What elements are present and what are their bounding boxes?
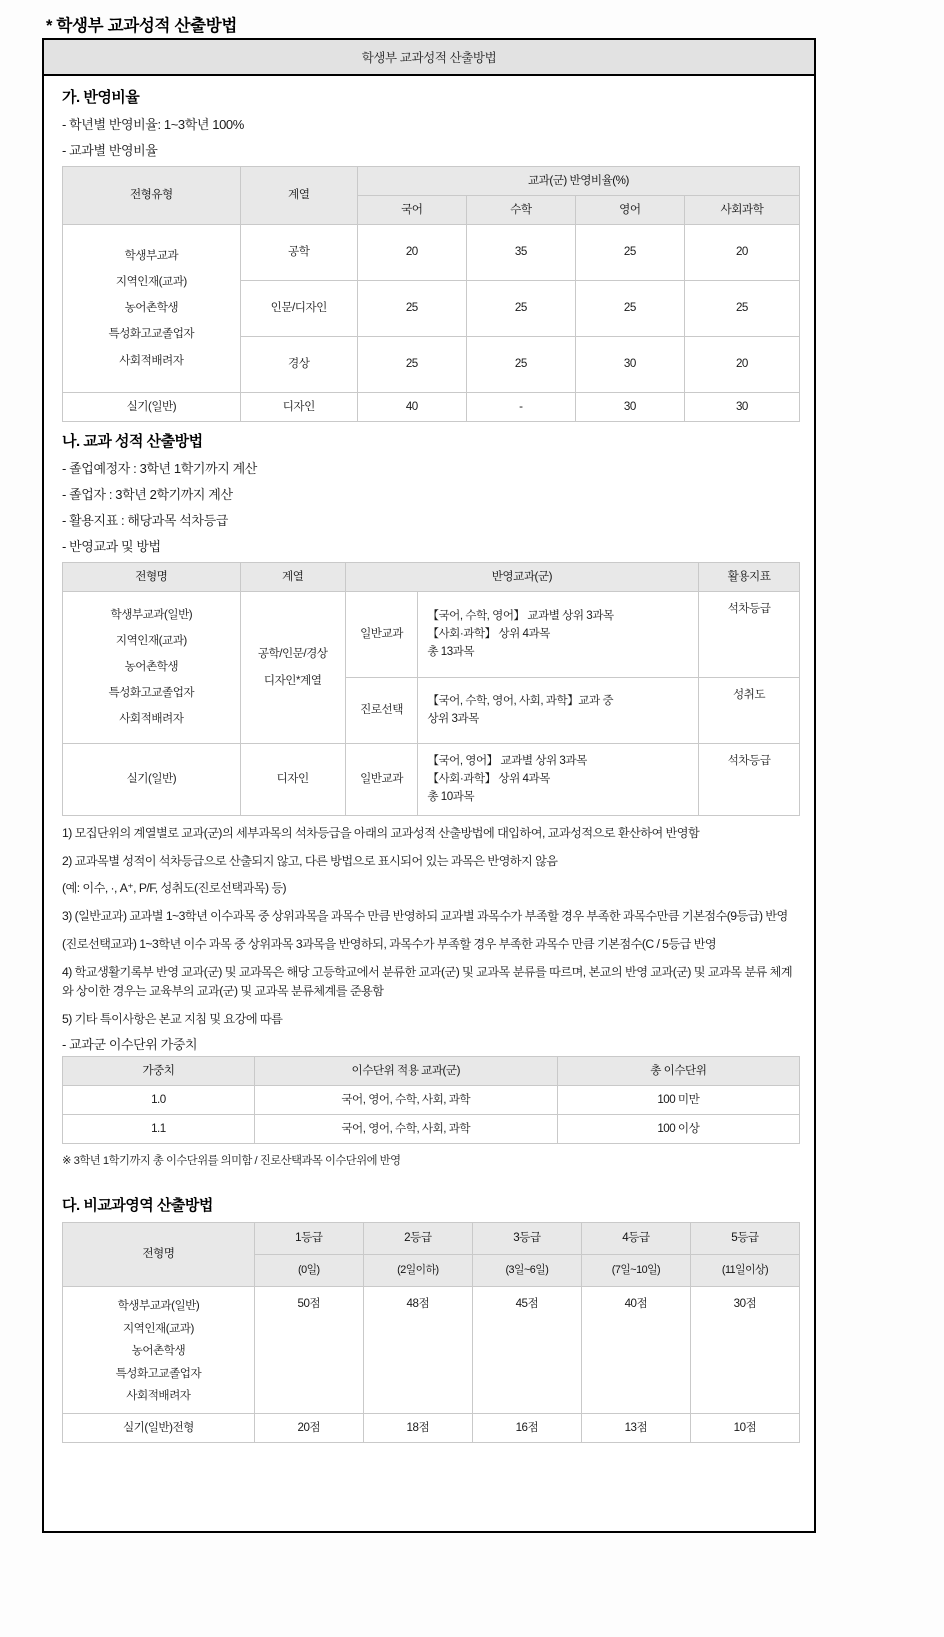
detail-line-0: 【국어, 영어】 교과별 상위 3과목 (427, 754, 587, 768)
track-humanities-design: 인문/디자인 (240, 280, 357, 336)
value-math: 35 (466, 224, 575, 280)
table-row (63, 743, 800, 815)
value-socialscience: 30 (684, 392, 799, 421)
value-math: - (466, 392, 575, 421)
score-grade-3: 16점 (472, 1413, 581, 1442)
value-english: 25 (575, 280, 684, 336)
header-grade-2-days: (2일이하) (363, 1254, 472, 1286)
header-subject-math: 수학 (466, 195, 575, 224)
section-b-note-3: 3) (일반교과) 교과별 1~3학년 이수과목 중 상위과목을 과목수 만큼 반영하되 교과별 과목수가 부족할 경우 부족한 과목수만큼 기본점수(9등급) 반영 (62, 909, 788, 924)
admission-name-1: 지역인재(교과) (122, 1321, 194, 1335)
value-english: 30 (575, 336, 684, 392)
table-row (63, 591, 800, 677)
weight-bullet: - 교과군 이수단위 가중치 (62, 1037, 198, 1052)
detail-career-elective (418, 677, 699, 743)
section-b-note-4: (진로선택교과) 1~3학년 이수 과목 중 상위과목 3과목을 반영하되, 과목수가 부족할 경우 부족한 과목수 만큼 기본점수(C / 5등급 반영 (62, 936, 717, 951)
header-subject-group: 교과(군) 반영비율(%) (357, 167, 799, 196)
table-header-row (63, 167, 800, 196)
indicator-general: 석차등급 (699, 591, 800, 677)
header-subject-korean: 국어 (357, 195, 466, 224)
admission-name-2: 농어촌학생 (131, 1344, 186, 1358)
track-design: 디자인 (240, 743, 345, 815)
admission-name-practical: 실기(일반)전형 (63, 1413, 255, 1442)
value-socialscience: 20 (684, 224, 799, 280)
weight-value: 1.0 (63, 1085, 255, 1114)
applied-subjects: 국어, 영어, 수학, 사회, 과학 (254, 1085, 557, 1114)
table-row (63, 1114, 800, 1143)
score-grade-5: 30점 (690, 1286, 799, 1413)
value-math: 25 (466, 336, 575, 392)
section-b-note-0: 1) 모집단위의 계열별로 교과(군)의 세부과목의 석차등급을 아래의 교과성적 산출방법에 대입하여, 교과성적으로 환산하여 반영함 (62, 825, 700, 840)
score-grade-2: 18점 (363, 1413, 472, 1442)
score-grade-2: 48점 (363, 1286, 472, 1413)
section-b-bullet-2: - 활용지표 : 해당과목 석차등급 (62, 512, 228, 528)
header-indicator: 활용지표 (699, 562, 800, 591)
non-subject-area-table (62, 1222, 800, 1443)
header-grade-5: 5등급 (690, 1222, 799, 1254)
document-body (44, 76, 814, 1461)
score-grade-1: 50점 (254, 1286, 363, 1413)
document-frame (42, 38, 816, 1533)
header-total-credits: 총 이수단위 (557, 1057, 799, 1086)
detail-line-1: 【사회·과학】 상위 4과목 (427, 627, 550, 641)
detail-line-1: 상위 3과목 (427, 712, 479, 726)
indicator-general: 석차등급 (699, 743, 800, 815)
admission-name-practical: 실기(일반) (63, 743, 241, 815)
table-row (63, 224, 800, 280)
table-header-row (63, 562, 800, 591)
section-c-title: 다. 비교과영역 산출방법 (62, 1196, 213, 1214)
section-a-bullet-1: - 교과별 반영비율 (62, 143, 158, 158)
value-math: 25 (466, 280, 575, 336)
section-b-note-6: 5) 기타 특이사항은 본교 지침 및 요강에 따름 (62, 1012, 283, 1027)
track-business: 경상 (240, 336, 357, 392)
header-track: 계열 (240, 167, 357, 225)
reflection-ratio-table (62, 166, 800, 422)
admission-type-2: 농어촌학생 (124, 301, 179, 315)
category-general: 일반교과 (345, 743, 418, 815)
value-korean: 20 (357, 224, 466, 280)
track-group (240, 591, 345, 743)
detail-line-0: 【국어, 수학, 영어】 교과별 상위 3과목 (427, 609, 614, 623)
section-b-bullet-1: - 졸업자 : 3학년 2학기까지 계산 (62, 486, 233, 502)
admission-name-0: 학생부교과(일반) (110, 608, 193, 622)
header-grade-3-days: (3일~6일) (472, 1254, 581, 1286)
detail-general (418, 743, 699, 815)
header-grade-3: 3등급 (472, 1222, 581, 1254)
applied-subjects: 국어, 영어, 수학, 사회, 과학 (254, 1114, 557, 1143)
section-b-note-1: 2) 교과목별 성적이 석차등급으로 산출되지 않고, 다른 방법으로 표시되어 있는 과목은 반영하지 않음 (62, 853, 558, 868)
score-grade-4: 13점 (581, 1413, 690, 1442)
table-header-row (63, 1222, 800, 1254)
credit-weight-table (62, 1056, 800, 1144)
header-track: 계열 (240, 562, 345, 591)
header-admission-name: 전형명 (63, 1222, 255, 1286)
header-subject-english: 영어 (575, 195, 684, 224)
admission-type-3: 특성화고교졸업자 (108, 327, 195, 341)
admission-names-group (63, 1286, 255, 1413)
score-grade-1: 20점 (254, 1413, 363, 1442)
section-b-note-2: (예: 이수, ·, A⁺, P/F, 성취도(진로선택과목) 등) (62, 881, 287, 896)
value-korean: 25 (357, 336, 466, 392)
detail-general (418, 591, 699, 677)
track-engineering: 공학 (240, 224, 357, 280)
score-grade-5: 10점 (690, 1413, 799, 1442)
value-socialscience: 20 (684, 336, 799, 392)
header-reflected-subjects: 반영교과(군) (345, 562, 698, 591)
header-grade-1-days: (0일) (254, 1254, 363, 1286)
weight-footnote: ※ 3학년 1학기까지 총 이수단위를 의미함 / 진로산택과목 이수단위에 반영 (62, 1154, 401, 1167)
admission-name-2: 농어촌학생 (124, 660, 179, 674)
admission-type-4: 사회적배려자 (119, 353, 184, 367)
total-credits: 100 미만 (557, 1085, 799, 1114)
section-a-bullet-0: - 학년별 반영비율: 1~3학년 100% (62, 117, 244, 132)
score-grade-4: 40점 (581, 1286, 690, 1413)
section-a-title: 가. 반영비율 (62, 89, 140, 106)
score-grade-3: 45점 (472, 1286, 581, 1413)
category-general: 일반교과 (345, 591, 418, 677)
detail-line-0: 【국어, 수학, 영어, 사회, 과학】교과 중 (427, 694, 614, 708)
track-line-0: 공학/인문/경상 (257, 646, 328, 660)
table-header-row (63, 1057, 800, 1086)
header-grade-4-days: (7일~10일) (581, 1254, 690, 1286)
value-english: 25 (575, 224, 684, 280)
total-credits: 100 이상 (557, 1114, 799, 1143)
section-b-bullet-3: - 반영교과 및 방법 (62, 538, 161, 554)
header-grade-5-days: (11일이상) (690, 1254, 799, 1286)
section-b-title: 나. 교과 성적 산출방법 (62, 432, 203, 450)
admission-name-3: 특성화고교졸업자 (115, 1366, 202, 1380)
indicator-career-elective: 성취도 (699, 677, 800, 743)
detail-line-2: 총 10과목 (427, 790, 475, 804)
header-admission-name: 전형명 (63, 562, 241, 591)
value-english: 30 (575, 392, 684, 421)
header-weight: 가중치 (63, 1057, 255, 1086)
weight-value: 1.1 (63, 1114, 255, 1143)
value-korean: 25 (357, 280, 466, 336)
value-korean: 40 (357, 392, 466, 421)
category-career-elective: 진로선택 (345, 677, 418, 743)
banner-title: 학생부 교과성적 산출방법 (44, 40, 814, 76)
header-applied-subjects: 이수단위 적용 교과(군) (254, 1057, 557, 1086)
header-grade-4: 4등급 (581, 1222, 690, 1254)
admission-name-3: 특성화고교졸업자 (108, 686, 195, 700)
header-subject-socialscience: 사회과학 (684, 195, 799, 224)
detail-line-1: 【사회·과학】 상위 4과목 (427, 772, 550, 786)
admission-name-4: 사회적배려자 (126, 1389, 191, 1403)
admission-name-1: 지역인재(교과) (115, 634, 187, 648)
admission-type-0: 학생부교과 (124, 249, 179, 263)
admission-type-1: 지역인재(교과) (115, 275, 187, 289)
value-socialscience: 25 (684, 280, 799, 336)
section-b-note-5: 4) 학교생활기록부 반영 교과(군) 및 교과목은 해당 고등학교에서 분류한 교과(군) 및 교과목 분류를 따르며, 본교의 반영 교과(군) 및 교과목 분류 체계와 상이한 경우는 교육부의 교과(군) 및 교과목 분류체계를 준용함 (62, 964, 793, 999)
table-row (63, 1413, 800, 1442)
table-row (63, 1286, 800, 1413)
track-line-1: 디자인*계열 (263, 674, 322, 688)
header-grade-1: 1등급 (254, 1222, 363, 1254)
subject-calculation-table (62, 562, 800, 816)
track-design: 디자인 (240, 392, 357, 421)
row-group-admission-names (63, 591, 241, 743)
detail-line-2: 총 13과목 (427, 645, 475, 659)
admission-type-practical: 실기(일반) (63, 392, 241, 421)
section-b-bullet-0: - 졸업예정자 : 3학년 1학기까지 계산 (62, 460, 257, 476)
admission-name-4: 사회적배려자 (119, 712, 184, 726)
table-row (63, 1085, 800, 1114)
table-row (63, 392, 800, 421)
admission-name-0: 학생부교과(일반) (117, 1298, 200, 1312)
row-group-admission-types (63, 224, 241, 392)
header-grade-2: 2등급 (363, 1222, 472, 1254)
header-type: 전형유형 (63, 167, 241, 225)
document-heading: * 학생부 교과성적 산출방법 (46, 17, 238, 35)
